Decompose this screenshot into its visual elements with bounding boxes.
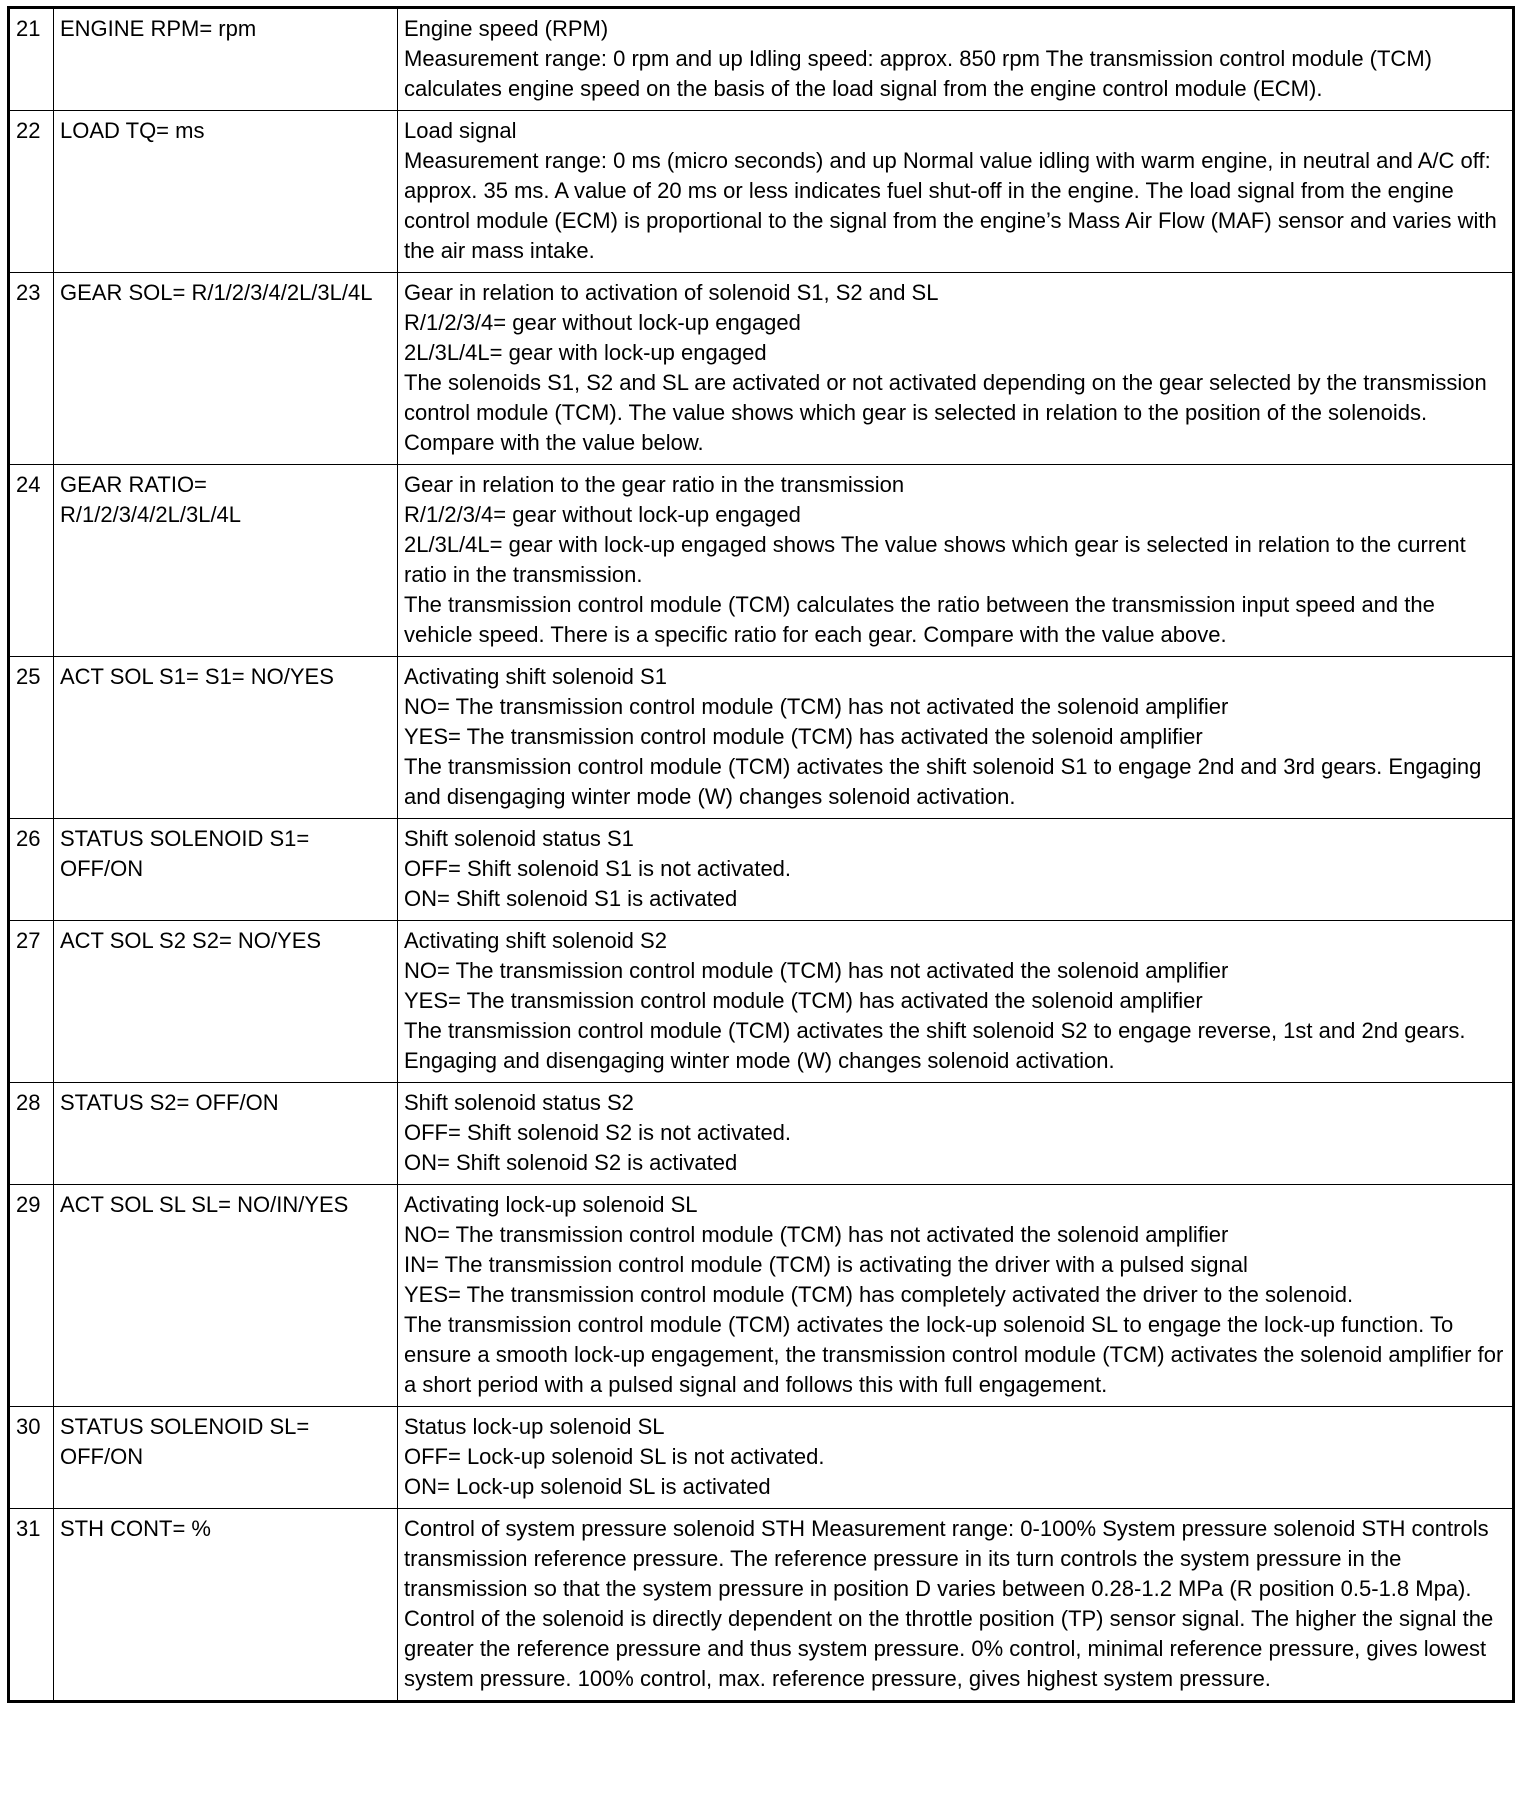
parameter-description <box>398 1407 1514 1509</box>
description-line: 2L/3L/4L= gear with lock-up engaged <box>404 340 767 365</box>
row-number: 31 <box>9 1509 54 1702</box>
parameter-name: GEAR SOL= R/1/2/3/4/2L/3L/4L <box>54 273 398 465</box>
parameter-description <box>398 1509 1514 1702</box>
description-line: Activating shift solenoid S2 <box>404 928 667 953</box>
description-line: OFF= Shift solenoid S2 is not activated. <box>404 1120 792 1145</box>
table-row <box>9 273 1514 465</box>
parameter-name: STATUS S2= OFF/ON <box>54 1083 398 1185</box>
description-line: ON= Shift solenoid S2 is activated <box>404 1150 738 1175</box>
description-line: Measurement range: 0 ms (micro seconds) and up Normal value idling with warm engine, in neutral and A/C off: approx. 35 ms. A value of 20 ms or less indicates fuel shut-off in the engine. The load signal from the engine control module (ECM) is proportional to the signal from the engine’s Mass Air Flow (MAF) sensor and varies with the air mass intake. <box>404 148 1497 263</box>
table-row <box>9 819 1514 921</box>
table-row <box>9 1185 1514 1407</box>
table-row <box>9 921 1514 1083</box>
parameter-name: GEAR RATIO= R/1/2/3/4/2L/3L/4L <box>54 465 398 657</box>
table-row <box>9 465 1514 657</box>
description-line: Activating shift solenoid S1 <box>404 664 667 689</box>
description-line: OFF= Lock-up solenoid SL is not activated. <box>404 1444 825 1469</box>
parameter-name: ACT SOL S1= S1= NO/YES <box>54 657 398 819</box>
parameter-name: LOAD TQ= ms <box>54 111 398 273</box>
table-row <box>9 1509 1514 1702</box>
description-line: Measurement range: 0 rpm and up Idling speed: approx. 850 rpm The transmission control module (TCM) calculates engine speed on the basis of the load signal from the engine control module (ECM). <box>404 46 1432 101</box>
description-line: YES= The transmission control module (TCM) has activated the solenoid amplifier <box>404 988 1203 1013</box>
parameter-name: STATUS SOLENOID S1= OFF/ON <box>54 819 398 921</box>
row-number: 23 <box>9 273 54 465</box>
parameter-name: STH CONT= % <box>54 1509 398 1702</box>
description-line: YES= The transmission control module (TCM) has completely activated the driver to the solenoid. <box>404 1282 1354 1307</box>
description-line: Control of system pressure solenoid STH Measurement range: 0-100% System pressure solenoid STH controls transmission reference pressure. The reference pressure in its turn controls the system pressure in the transmission so that the system pressure in position D varies between 0.28-1.2 MPa (R position 0.5-1.8 Mpa). Control of the solenoid is directly dependent on the throttle position (TP) sensor signal. The higher the signal the greater the reference pressure and thus system pressure. 0% control, minimal reference pressure, gives lowest system pressure. 100% control, max. reference pressure, gives highest system pressure. <box>404 1516 1494 1691</box>
parameter-description <box>398 1185 1514 1407</box>
description-line: Gear in relation to the gear ratio in the transmission <box>404 472 905 497</box>
parameter-name: ACT SOL SL SL= NO/IN/YES <box>54 1185 398 1407</box>
description-line: Shift solenoid status S2 <box>404 1090 634 1115</box>
table-row <box>9 1083 1514 1185</box>
row-number: 30 <box>9 1407 54 1509</box>
table-row <box>9 111 1514 273</box>
parameter-description <box>398 1083 1514 1185</box>
parameter-name: ACT SOL S2 S2= NO/YES <box>54 921 398 1083</box>
parameter-description <box>398 921 1514 1083</box>
parameter-name: STATUS SOLENOID SL= OFF/ON <box>54 1407 398 1509</box>
parameter-description <box>398 657 1514 819</box>
description-line: Gear in relation to activation of solenoid S1, S2 and SL <box>404 280 939 305</box>
description-line: Engine speed (RPM) <box>404 16 609 41</box>
row-number: 24 <box>9 465 54 657</box>
row-number: 21 <box>9 8 54 111</box>
description-line: R/1/2/3/4= gear without lock-up engaged <box>404 310 801 335</box>
description-line: Status lock-up solenoid SL <box>404 1414 665 1439</box>
description-line: NO= The transmission control module (TCM) has not activated the solenoid amplifier <box>404 1222 1229 1247</box>
description-line: The transmission control module (TCM) calculates the ratio between the transmission input speed and the vehicle speed. There is a specific ratio for each gear. Compare with the value above. <box>404 592 1435 647</box>
description-line: The transmission control module (TCM) activates the shift solenoid S2 to engage reverse, 1st and 2nd gears. Engaging and disengaging winter mode (W) changes solenoid activation. <box>404 1018 1466 1073</box>
row-number: 25 <box>9 657 54 819</box>
parameter-description <box>398 8 1514 111</box>
parameter-table <box>7 6 1515 1703</box>
description-line: R/1/2/3/4= gear without lock-up engaged <box>404 502 801 527</box>
description-line: OFF= Shift solenoid S1 is not activated. <box>404 856 792 881</box>
parameter-description <box>398 111 1514 273</box>
parameter-description <box>398 273 1514 465</box>
table-row <box>9 657 1514 819</box>
description-line: Shift solenoid status S1 <box>404 826 634 851</box>
table-row <box>9 8 1514 111</box>
description-line: Activating lock-up solenoid SL <box>404 1192 698 1217</box>
row-number: 26 <box>9 819 54 921</box>
row-number: 28 <box>9 1083 54 1185</box>
parameter-description <box>398 819 1514 921</box>
parameter-description <box>398 465 1514 657</box>
parameter-name: ENGINE RPM= rpm <box>54 8 398 111</box>
description-line: The transmission control module (TCM) activates the lock-up solenoid SL to engage the lock-up function. To ensure a smooth lock-up engagement, the transmission control module (TCM) activates the solenoid amplifier for a short period with a pulsed signal and follows this with full engagement. <box>404 1312 1504 1397</box>
description-line: ON= Shift solenoid S1 is activated <box>404 886 738 911</box>
row-number: 22 <box>9 111 54 273</box>
description-line: ON= Lock-up solenoid SL is activated <box>404 1474 771 1499</box>
description-line: NO= The transmission control module (TCM) has not activated the solenoid amplifier <box>404 694 1229 719</box>
description-line: NO= The transmission control module (TCM) has not activated the solenoid amplifier <box>404 958 1229 983</box>
description-line: IN= The transmission control module (TCM) is activating the driver with a pulsed signal <box>404 1252 1248 1277</box>
parameter-table-body <box>9 8 1514 1702</box>
row-number: 27 <box>9 921 54 1083</box>
table-row <box>9 1407 1514 1509</box>
description-line: YES= The transmission control module (TCM) has activated the solenoid amplifier <box>404 724 1203 749</box>
row-number: 29 <box>9 1185 54 1407</box>
description-line: The transmission control module (TCM) activates the shift solenoid S1 to engage 2nd and 3rd gears. Engaging and disengaging winter mode (W) changes solenoid activation. <box>404 754 1482 809</box>
description-line: Load signal <box>404 118 517 143</box>
description-line: The solenoids S1, S2 and SL are activated or not activated depending on the gear selected by the transmission control module (TCM). The value shows which gear is selected in relation to the position of the solenoids. Compare with the value below. <box>404 370 1487 455</box>
description-line: 2L/3L/4L= gear with lock-up engaged shows The value shows which gear is selected in relation to the current ratio in the transmission. <box>404 532 1466 587</box>
